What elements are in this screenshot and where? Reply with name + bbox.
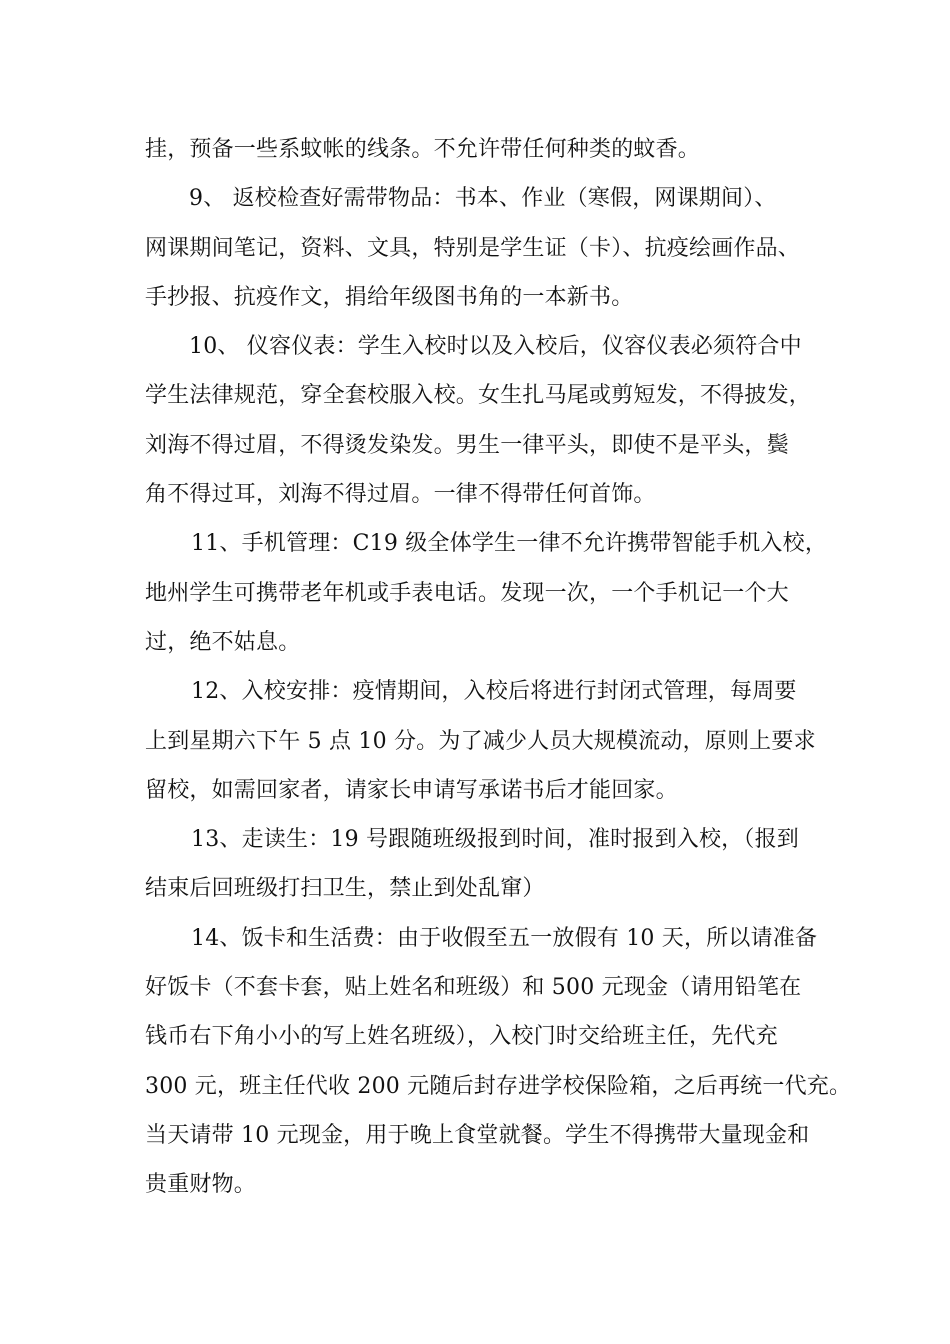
item-14-line: 14、饭卡和生活费：由于收假至五一放假有 10 天，所以请准备 (191, 925, 818, 951)
text-line: 挂，预备一些系蚊帐的线条。不允许带任何种类的蚊香。 (145, 137, 701, 162)
text-line: 学生法律规范，穿全套校服入校。女生扎马尾或剪短发，不得披发， (145, 383, 812, 409)
text-line: 好饭卡（不套卡套，贴上姓名和班级）和 500 元现金（请用铅笔在 (145, 975, 802, 1001)
item-12-line: 12、入校安排：疫情期间，入校后将进行封闭式管理，每周要 (191, 679, 797, 705)
text-line: 上到星期六下午 5 点 10 分。为了减少人员大规模流动，原则上要求 (145, 728, 816, 754)
text-line: 留校，如需回家者，请家长申请写承诺书后才能回家。 (145, 777, 678, 803)
text-line: 结束后回班级打扫卫生，禁止到处乱窜） (145, 876, 545, 902)
text-line: 贵重财物。 (145, 1172, 257, 1198)
text-line: 300 元，班主任代收 200 元随后封存进学校保险箱，之后再统一代充。 (145, 1073, 852, 1099)
document-body (145, 125, 852, 1210)
item-13-line: 13、走读生：19 号跟随班级报到时间，准时报到入校，（报到 (191, 827, 799, 853)
text-line: 当天请带 10 元现金，用于晚上食堂就餐。学生不得携带大量现金和 (145, 1122, 810, 1148)
text-line: 钱币右下角小小的写上姓名班级），入校门时交给班主任，先代充 (145, 1024, 778, 1050)
text-line: 角不得过耳，刘海不得过眉。一律不得带任何首饰。 (145, 482, 656, 508)
text-line: 网课期间笔记，资料、文具，特别是学生证（卡）、抗疫绘画作品、 (145, 235, 801, 261)
text-line: 刘海不得过眉，不得烫发染发。男生一律平头，即使不是平头，鬓 (145, 432, 789, 458)
text-line: 过，绝不姑息。 (145, 629, 301, 655)
item-11-line: 11、手机管理：C19 级全体学生一律不允许携带智能手机入校， (191, 531, 828, 557)
text-line: 地州学生可携带老年机或手表电话。发现一次，一个手机记一个大 (145, 580, 789, 606)
item-10-line: 10、 仪容仪表：学生入校时以及入校后，仪容仪表必须符合中 (189, 334, 802, 360)
text-line: 手抄报、抗疫作文，捐给年级图书角的一本新书。 (145, 284, 634, 310)
item-9-line: 9、 返校检查好需带物品：书本、作业（寒假，网课期间）、 (189, 186, 777, 212)
